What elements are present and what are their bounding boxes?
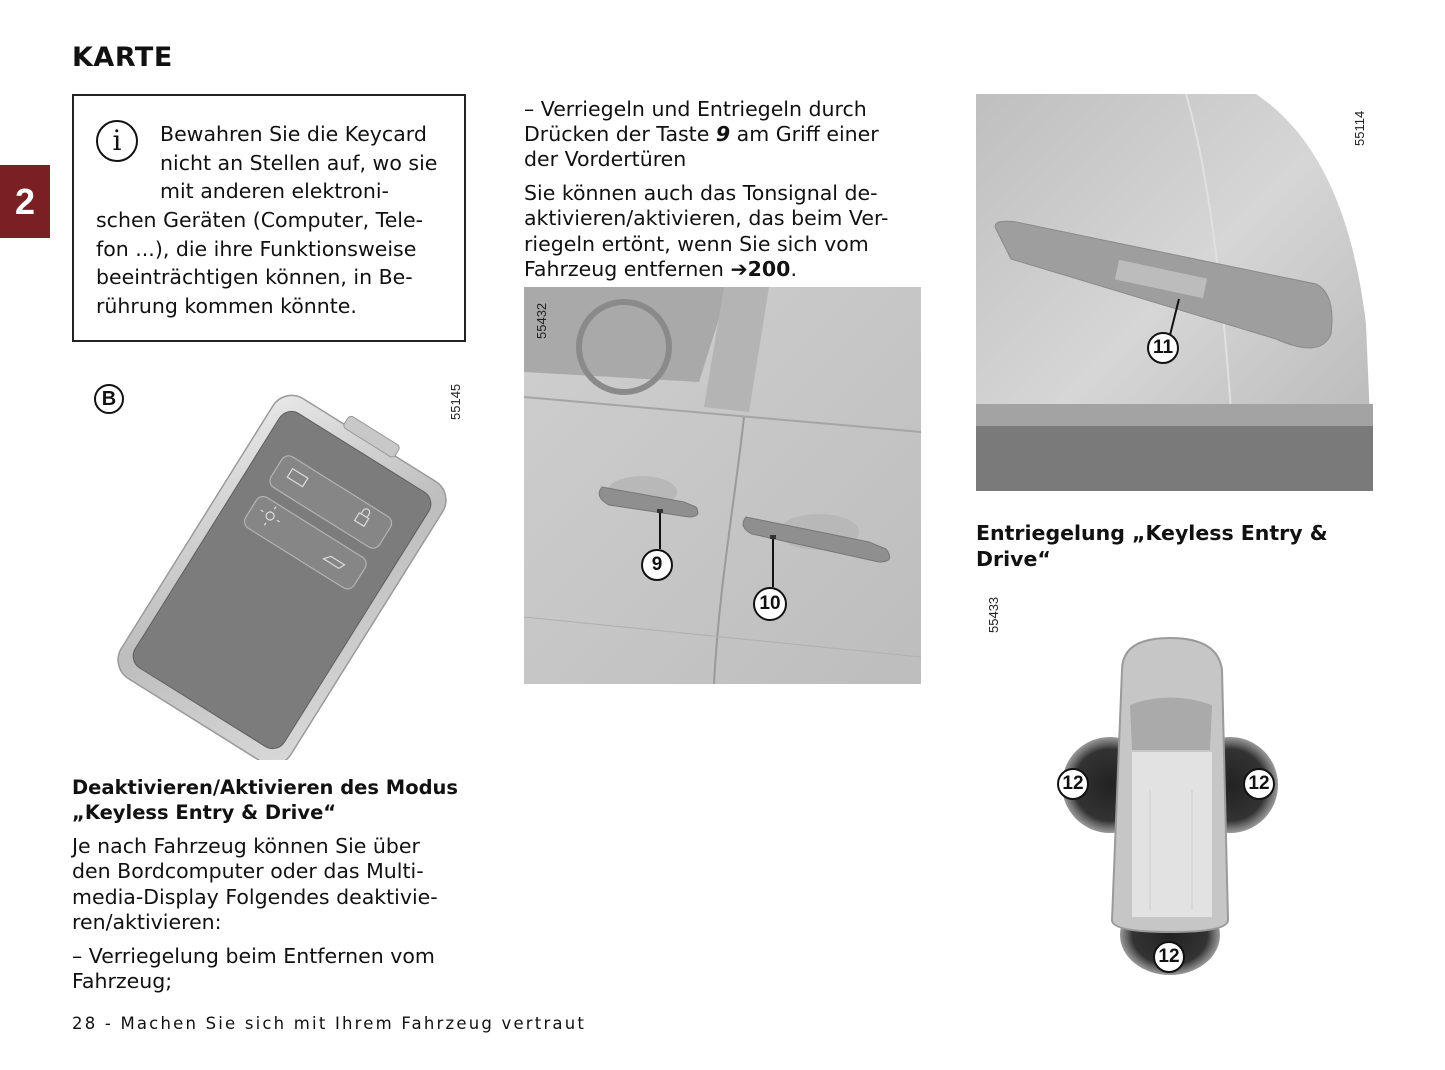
chapter-tab (0, 165, 50, 238)
info-text-line: beeinträchtigen können, in Be- (96, 265, 413, 289)
section-heading-line: „Keyless Entry & Drive“ (72, 801, 337, 824)
figure-number: 55145 (448, 383, 463, 420)
keycard-figure (72, 370, 472, 760)
paragraph-line: media-Display Folgendes deaktivie- (72, 885, 438, 909)
callout-10: 10 (753, 587, 787, 621)
callout-11: 11 (1147, 332, 1179, 364)
tailgate-figure (976, 94, 1373, 491)
bullet-line: Fahrzeug; (72, 969, 173, 993)
arrow-right-icon: ➔ (730, 257, 748, 281)
door-handles-illustration (524, 287, 921, 684)
figure-number: 55114 (1352, 110, 1367, 146)
section-heading-line: Entriegelung „Keyless Entry & (976, 521, 1328, 545)
paragraph-line: ren/aktivieren: (72, 910, 222, 934)
paragraph-line: Fahrzeug entfernen ➔200. (524, 257, 797, 281)
info-text-line: nicht an Stellen auf, wo sie (160, 151, 438, 175)
section-title: KARTE (72, 42, 173, 73)
paragraph-line: den Bordcomputer oder das Multi- (72, 859, 424, 883)
info-text-line: rührung kommen könnte. (96, 294, 357, 318)
paragraph-line: Sie können auch das Tonsignal de- (524, 181, 878, 205)
bullet-line: der Vordertüren (524, 147, 687, 171)
page-footer: 28 - Machen Sie sich mit Ihrem Fahrzeug vertraut (72, 1014, 587, 1033)
info-text-line: mit anderen elektroni- (160, 179, 389, 203)
info-icon: i (96, 120, 138, 162)
bullet-line: Drücken der Taste 9 am Griff einer (524, 122, 879, 146)
keycard-illustration (72, 370, 472, 760)
tailgate-illustration (976, 94, 1373, 491)
info-text-line: fon ...), die ihre Funktionsweise (96, 237, 417, 261)
button-reference: 9 (715, 122, 731, 146)
section-heading-line: Deaktivieren/Aktivieren des Modus (72, 776, 459, 799)
callout-leader-line (659, 513, 661, 549)
callout-leader-line (772, 539, 774, 587)
paragraph-line: aktivieren/aktivieren, das beim Ver- (524, 206, 889, 230)
keyless-zones-figure (1040, 630, 1300, 980)
bullet-line: – Verriegelung beim Entfernen vom (72, 944, 435, 968)
callout-12-right: 12 (1243, 768, 1275, 800)
figure-number: 55432 (534, 302, 549, 339)
callout-12-left: 12 (1057, 768, 1089, 800)
page-reference-link[interactable]: 200 (747, 257, 791, 281)
door-handles-figure (524, 287, 921, 684)
callout-12-rear: 12 (1153, 941, 1185, 973)
paragraph-line: Je nach Fahrzeug können Sie über (72, 834, 420, 858)
callout-9: 9 (641, 549, 673, 581)
section-heading-line: Drive“ (976, 547, 1051, 571)
info-text-line: schen Geräten (Computer, Tele- (96, 208, 424, 232)
chapter-number: 2 (14, 180, 36, 222)
bullet-line: – Verriegeln und Entriegeln durch (524, 97, 867, 121)
car-top-view-illustration (1040, 630, 1300, 980)
figure-label-badge: B (94, 384, 124, 414)
info-text-line: Bewahren Sie die Keycard (160, 122, 427, 146)
figure-number: 55433 (986, 596, 1001, 633)
paragraph-line: riegeln ertönt, wenn Sie sich vom (524, 232, 869, 256)
